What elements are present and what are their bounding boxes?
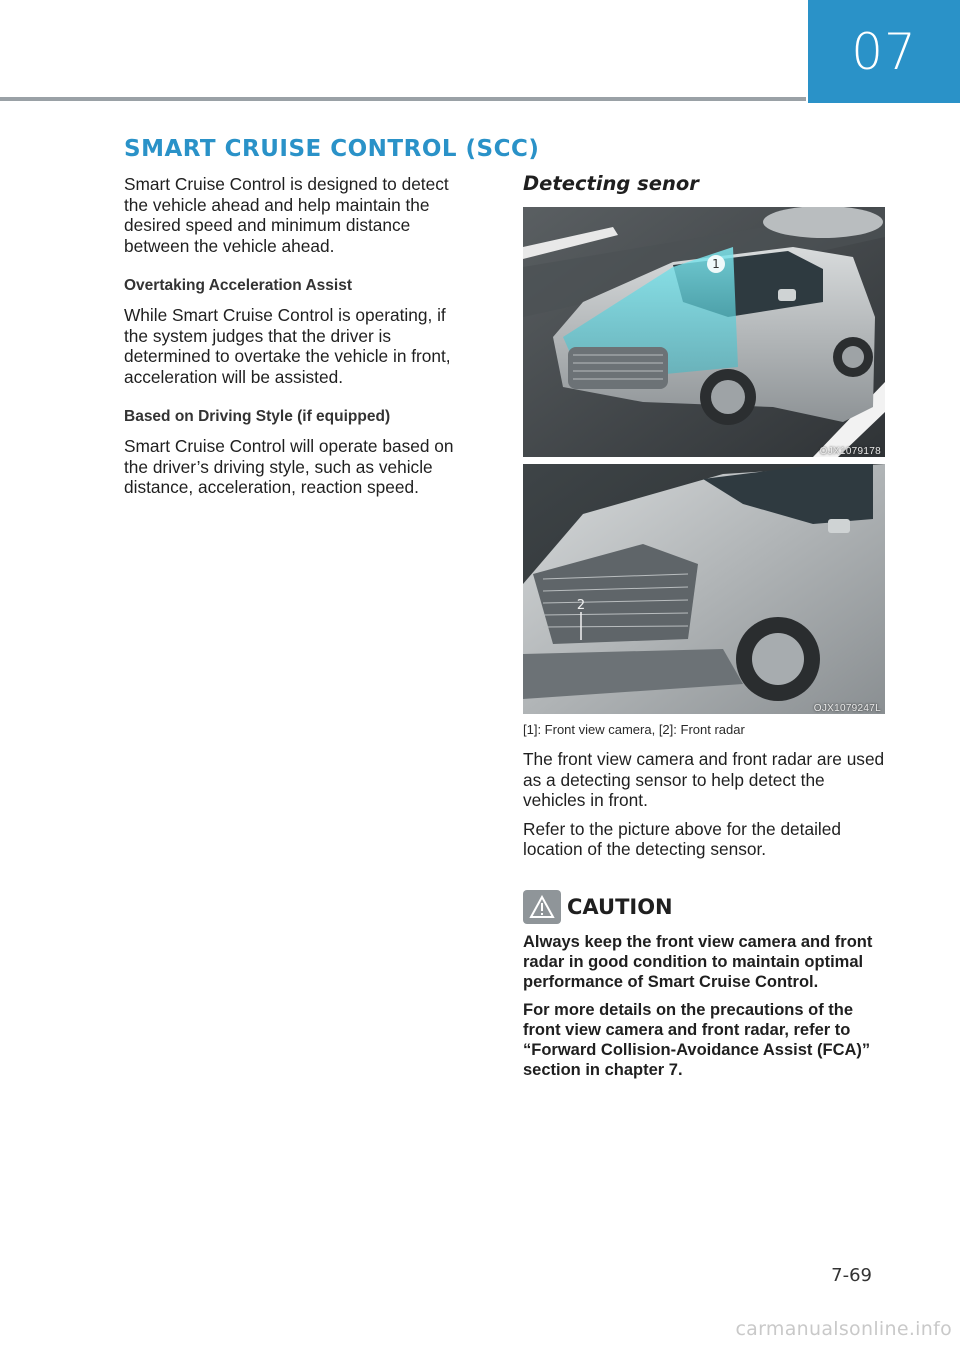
chapter-number: 07	[851, 22, 917, 81]
caution-paragraph-2: For more details on the precautions of the front view camera and front radar, refer to “Forward Collision-Avoidance Assist (FCA)” section in chapter 7.	[523, 1000, 871, 1079]
camera-view-illustration	[523, 207, 885, 457]
overtaking-paragraph: While Smart Cruise Control is operating, if the system judges that the driver is determined to overtake the vehicle in front, acceleration will be assisted.	[124, 305, 451, 387]
page-number: 7-69	[831, 1265, 872, 1286]
header-rule	[0, 97, 806, 101]
left-column	[124, 174, 474, 498]
camera-view-svg	[523, 207, 885, 457]
warning-triangle-icon	[523, 890, 561, 924]
watermark: carmanualsonline.info	[735, 1318, 952, 1340]
sensor-paragraph-1: The front view camera and front radar are used as a detecting sensor to help detect the vehicles in front.	[523, 749, 885, 810]
caution-header	[523, 890, 888, 924]
image-code-1: OJX1079178	[819, 446, 881, 457]
intro-paragraph: Smart Cruise Control is designed to detect the vehicle ahead and help maintain the desired speed and minimum distance between the vehicle ahead.	[124, 174, 449, 256]
front-radar-svg	[523, 464, 885, 714]
image-code-2: OJX1079247L	[813, 703, 881, 714]
driving-style-paragraph: Smart Cruise Control will operate based on the driver’s driving style, such as vehicle distance, acceleration, reaction speed.	[124, 436, 454, 497]
detecting-sensor-heading: Detecting senor	[523, 172, 699, 195]
camera-marker-1: 1	[712, 257, 720, 271]
section-title: SMART CRUISE CONTROL (SCC)	[124, 136, 540, 162]
caution-paragraph-1: Always keep the front view camera and front radar in good condition to maintain optimal performance of Smart Cruise Control.	[523, 932, 873, 991]
chapter-tab	[808, 0, 960, 103]
image-caption: [1]: Front view camera, [2]: Front radar	[523, 722, 745, 737]
radar-marker-2: 2	[576, 598, 586, 613]
front-radar-illustration	[523, 464, 885, 714]
right-column	[523, 172, 888, 1080]
caution-label: CAUTION	[567, 894, 673, 919]
overtaking-heading: Overtaking Acceleration Assist	[124, 277, 352, 294]
driving-style-heading: Based on Driving Style (if equipped)	[124, 408, 391, 425]
sensor-paragraph-2: Refer to the picture above for the detailed location of the detecting sensor.	[523, 818, 841, 859]
